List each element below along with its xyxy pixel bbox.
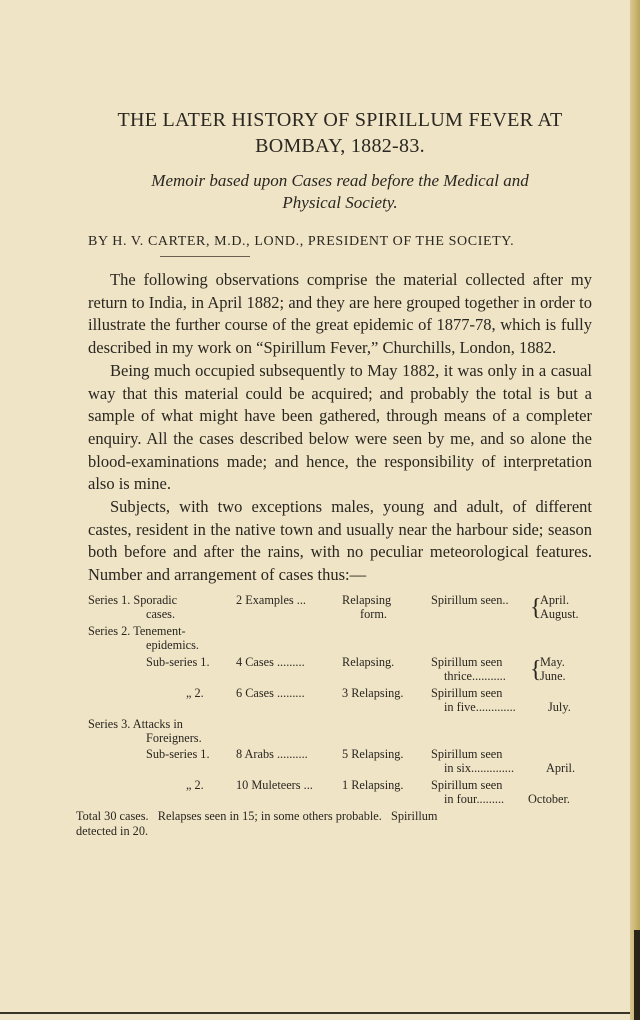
paragraph-3: Subjects, with two exceptions males, young and adult, of different castes, resident in the native town and usually near the harbour side; season both before and after the rains, with no peculiar meteorological features. Number and arrangement of cases thus:—: [88, 497, 592, 585]
subtitle-line-2: Physical Society.: [282, 193, 398, 212]
article-title: [88, 108, 592, 158]
series-3-sub-2-count: 10 Muleteers ...: [236, 777, 313, 792]
series-2-sub-2-spirillum-cont: in five.............: [444, 699, 516, 714]
author-byline: BY H. V. CARTER, M.D., LOND., PRESIDENT OF THE SOCIETY.: [88, 234, 515, 249]
series-2-sub-1-month-b: June.: [540, 668, 566, 683]
series-2-sub-2-month: July.: [548, 699, 571, 714]
series-3-sub-2-spirillum: Spirillum seen: [431, 777, 503, 792]
series-1-month-a: April.: [540, 592, 570, 607]
series-2-sub-1-label: Sub-series 1.: [146, 654, 210, 669]
paragraph-2: Being much occupied subsequently to May 1882, it was only in a casual way that this material could be acquired; and probably the total is but a sample of what might have been gathered, through means of a completer enquiry. All the cases described below were seen by me, and so alone the blood-examinations made; and hence, the responsibility of interpretation also is mine.: [88, 360, 592, 494]
total-line-1: Total 30 cases. Relapses seen in 15; in some others probable. Spirillum: [76, 808, 438, 823]
series-3-sub-1-label: Sub-series 1.: [146, 746, 210, 761]
series-3-sub-2-label: „ 2.: [186, 777, 204, 792]
series-1-month-b: August.: [540, 606, 579, 621]
total-summary: [76, 809, 592, 839]
title-line-2: BOMBAY, 1882-83.: [255, 135, 425, 157]
series-3-sub-1-spirillum-cont: in six..............: [444, 760, 515, 775]
series-3-sub-1-form: 5 Relapsing.: [342, 746, 404, 761]
series-1-label: Series 1. Sporadic: [88, 592, 178, 607]
series-2-sub-1-month-a: May.: [540, 654, 565, 669]
series-1-label-cont: cases.: [146, 606, 176, 621]
series-1-brace: {: [530, 594, 542, 621]
series-2-sub-2-count: 6 Cases .........: [236, 685, 305, 700]
subtitle-line-1: Memoir based upon Cases read before the Medical and: [151, 171, 529, 190]
series-3-label-cont: Foreigners.: [146, 730, 202, 745]
series-3-label: Series 3. Attacks in: [88, 716, 183, 731]
page-content: [76, 108, 592, 839]
series-3-sub-1-month: April.: [546, 760, 576, 775]
series-2-sub-2-form: 3 Relapsing.: [342, 685, 404, 700]
page-edge: [630, 0, 640, 1020]
series-3-sub-2-form: 1 Relapsing.: [342, 777, 404, 792]
series-2-sub-1-count: 4 Cases .........: [236, 654, 305, 669]
title-rule: [160, 256, 250, 257]
series-3-sub-2-month: October.: [528, 791, 571, 806]
series-2-label-cont: epidemics.: [146, 637, 199, 652]
series-1-form-cont: form.: [360, 606, 387, 621]
bottom-rule: [0, 1012, 630, 1014]
series-2-sub-1-brace: {: [530, 656, 542, 683]
series-2-sub-2-spirillum: Spirillum seen: [431, 685, 503, 700]
case-table: [88, 593, 592, 813]
article-subtitle: [88, 170, 592, 214]
series-3-sub-1-count: 8 Arabs ..........: [236, 746, 308, 761]
series-3-sub-2-spirillum-cont: in four.........: [444, 791, 505, 806]
page-edge-shadow: [634, 930, 640, 1020]
series-2-label: Series 2. Tenement-: [88, 623, 186, 638]
series-1-count: 2 Examples ...: [236, 592, 307, 607]
series-2-sub-1-form: Relapsing.: [342, 654, 395, 669]
paragraph-1: The following observations comprise the material collected after my return to India, in April 1882; and they are here grouped together in order to illustrate the further course of the great epidemic of 1877-78, which is fully described in my work on “Spirillum Fever,” Churchills, London, 1882.: [88, 270, 592, 358]
series-3-sub-1-spirillum: Spirillum seen: [431, 746, 503, 761]
title-line-1: THE LATER HISTORY OF SPIRILLUM FEVER AT: [117, 109, 563, 131]
series-1-form: Relapsing: [342, 592, 392, 607]
series-2-sub-1-spirillum: Spirillum seen: [431, 654, 503, 669]
series-1-spirillum: Spirillum seen..: [431, 592, 509, 607]
total-line-2: detected in 20.: [76, 823, 149, 838]
series-2-sub-2-label: „ 2.: [186, 685, 204, 700]
series-2-sub-1-spirillum-cont: thrice...........: [444, 668, 506, 683]
article-body: [88, 269, 592, 587]
